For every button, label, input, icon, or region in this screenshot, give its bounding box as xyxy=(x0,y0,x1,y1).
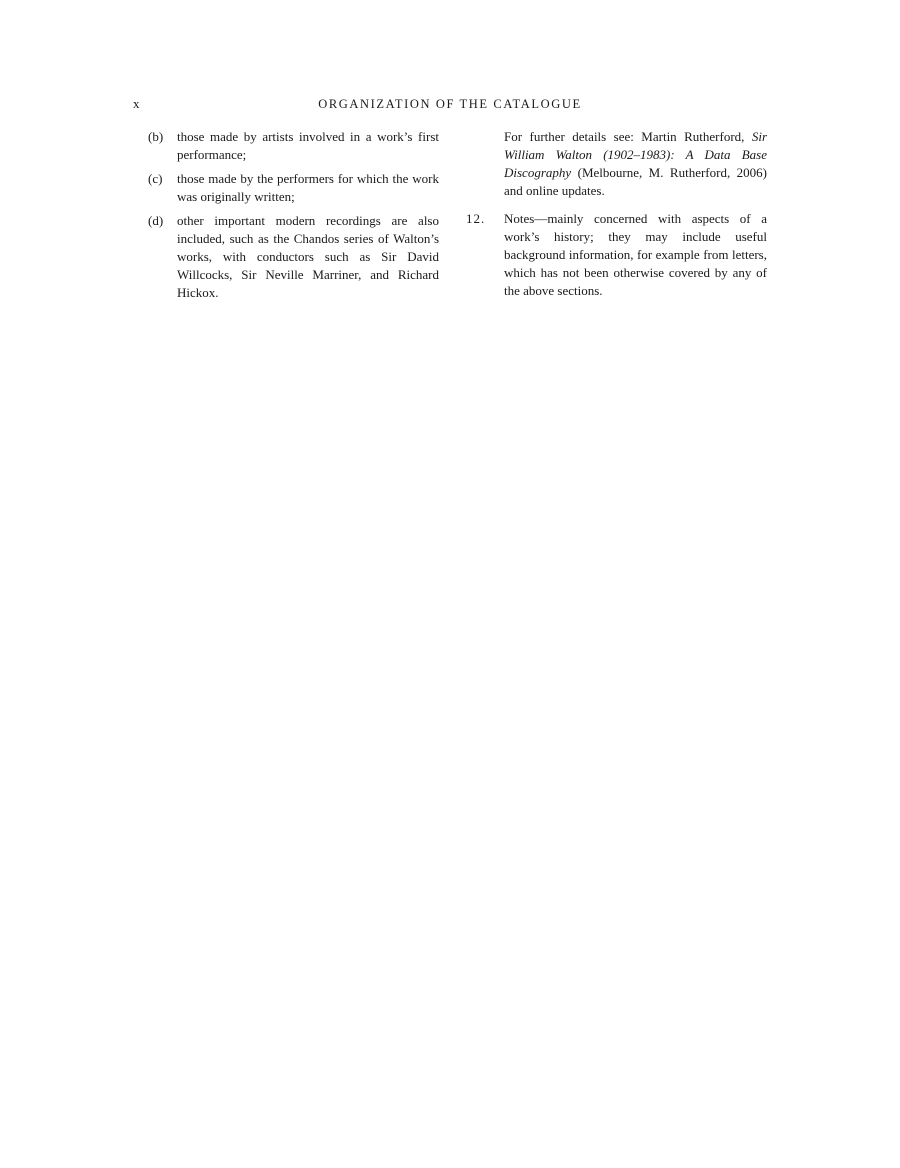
list-item-label: (b) xyxy=(148,129,164,144)
running-head: ORGANIZATION OF THE CATALOGUE xyxy=(318,97,582,111)
right-column xyxy=(466,128,767,306)
page-number: x xyxy=(133,96,140,111)
numbered-item-label: 12. xyxy=(466,211,486,226)
reference-prefix: For further details see: Martin Rutherford, xyxy=(504,129,752,144)
left-column xyxy=(148,128,439,308)
list-item-label: (d) xyxy=(148,213,164,228)
reference-suffix: (Melbourne, M. Rutherford, 2006) and online updates. xyxy=(504,165,767,198)
list-item xyxy=(148,212,439,302)
list-item-label: (c) xyxy=(148,171,163,186)
numbered-item-notes xyxy=(466,210,767,300)
reference-title: Sir William Walton (1902–1983): A Data Base Discography xyxy=(504,129,767,180)
numbered-item-text: Notes—mainly concerned with aspects of a work’s history; they may include useful background information, for example from letters, which has not been otherwise covered by any of the above sections. xyxy=(504,211,767,298)
list-item-text: other important modern recordings are also included, such as the Chandos series of Walton’s works, with conductors such as Sir David Willcocks, Sir Neville Marriner, and Richard Hickox. xyxy=(177,213,439,300)
list-item-text: those made by the performers for which the work was originally written; xyxy=(177,171,439,204)
discography-reference xyxy=(466,128,767,200)
list-item xyxy=(148,170,439,206)
list-item-text: those made by artists involved in a work’s first performance; xyxy=(177,129,439,162)
list-item xyxy=(148,128,439,164)
